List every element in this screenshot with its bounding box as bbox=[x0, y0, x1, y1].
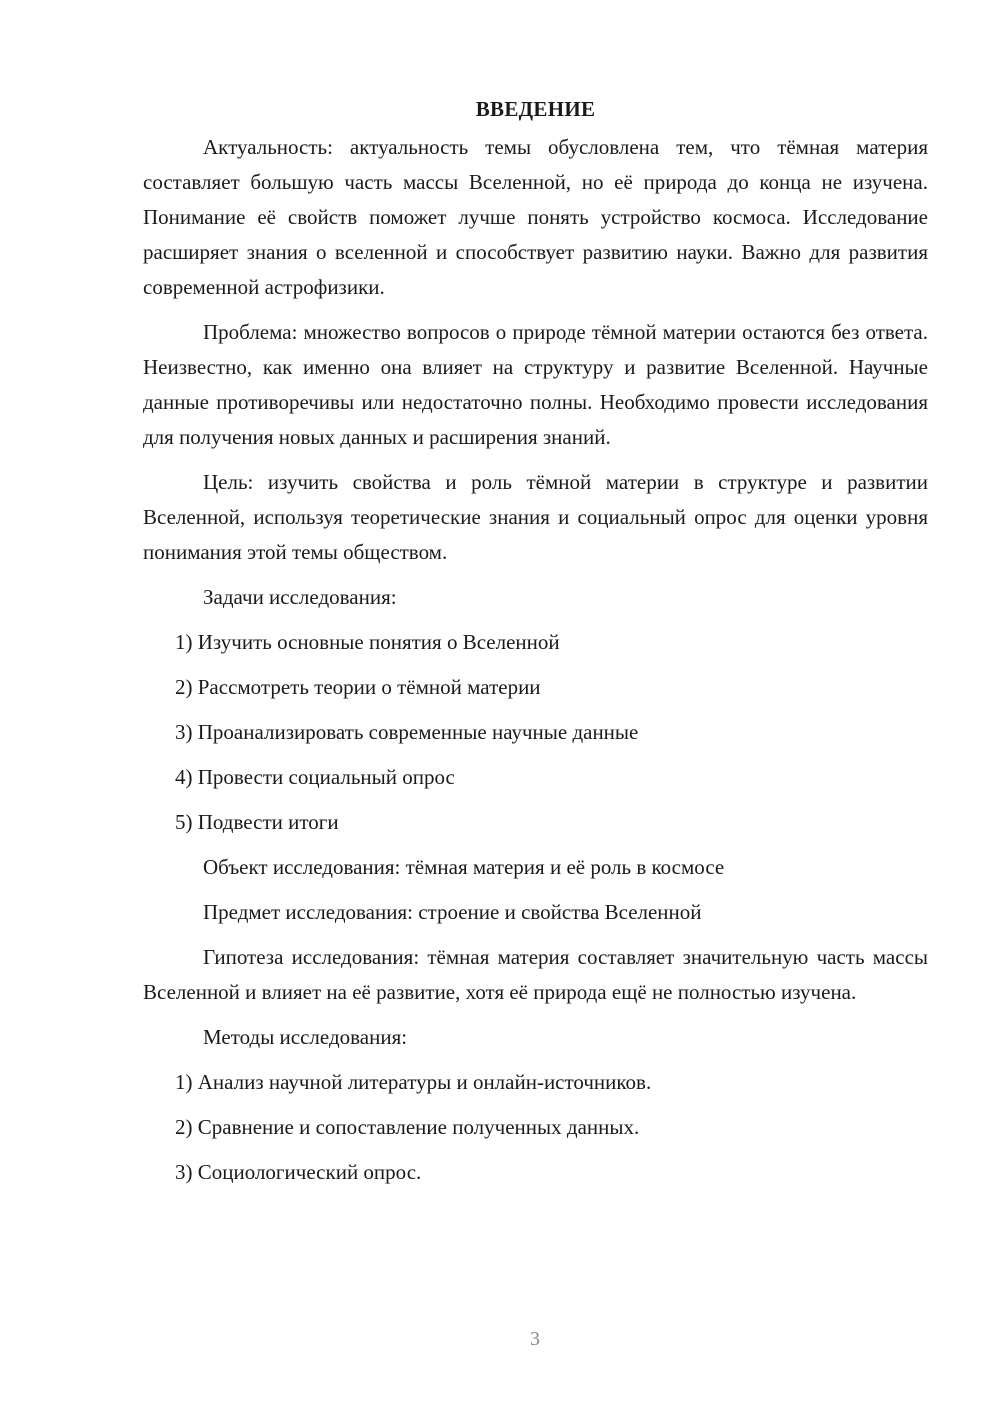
document-page bbox=[143, 92, 928, 1190]
methods-heading: Методы исследования: bbox=[203, 1025, 408, 1049]
task-item: 1) Изучить основные понятия о Вселенной bbox=[175, 630, 560, 654]
task-item: 3) Проанализировать современные научные данные bbox=[175, 720, 639, 744]
goal-paragraph: Цель: изучить свойства и роль тёмной материи в структуре и развитии Вселенной, используя теоретические знания и социальный опрос для оценки уровня понимания этой темы обществом. bbox=[143, 470, 928, 564]
hypothesis-paragraph: Гипотеза исследования: тёмная материя составляет значительную часть массы Вселенной и влияет на её развитие, хотя её природа ещё не полностью изучена. bbox=[143, 945, 928, 1004]
method-item: 3) Социологический опрос. bbox=[175, 1160, 422, 1184]
method-item: 2) Сравнение и сопоставление полученных данных. bbox=[175, 1115, 640, 1139]
task-item: 5) Подвести итоги bbox=[175, 810, 339, 834]
page-number: 3 bbox=[530, 1328, 540, 1350]
relevance-paragraph: Актуальность: актуальность темы обусловлена тем, что тёмная материя составляет большую часть массы Вселенной, но её природа до конца не изучена. Понимание её свойств поможет лучше понять устройство космоса. Исследование расширяет знания о вселенной и способствует развитию науки. Важно для развития современной астрофизики. bbox=[143, 135, 928, 299]
task-item: 2) Рассмотреть теории о тёмной материи bbox=[175, 675, 541, 699]
page-title: ВВЕДЕНИЕ bbox=[475, 97, 596, 121]
research-subject: Предмет исследования: строение и свойства Вселенной bbox=[203, 900, 702, 924]
research-object: Объект исследования: тёмная материя и её роль в космосе bbox=[203, 855, 725, 879]
task-item: 4) Провести социальный опрос bbox=[175, 765, 455, 789]
tasks-heading: Задачи исследования: bbox=[203, 585, 397, 609]
problem-paragraph: Проблема: множество вопросов о природе тёмной материи остаются без ответа. Неизвестно, как именно она влияет на структуру и развитие Вселенной. Научные данные противоречивы или недостаточно полны. Необходимо провести исследования для получения новых данных и расширения знаний. bbox=[143, 320, 928, 449]
method-item: 1) Анализ научной литературы и онлайн-источников. bbox=[175, 1070, 652, 1094]
